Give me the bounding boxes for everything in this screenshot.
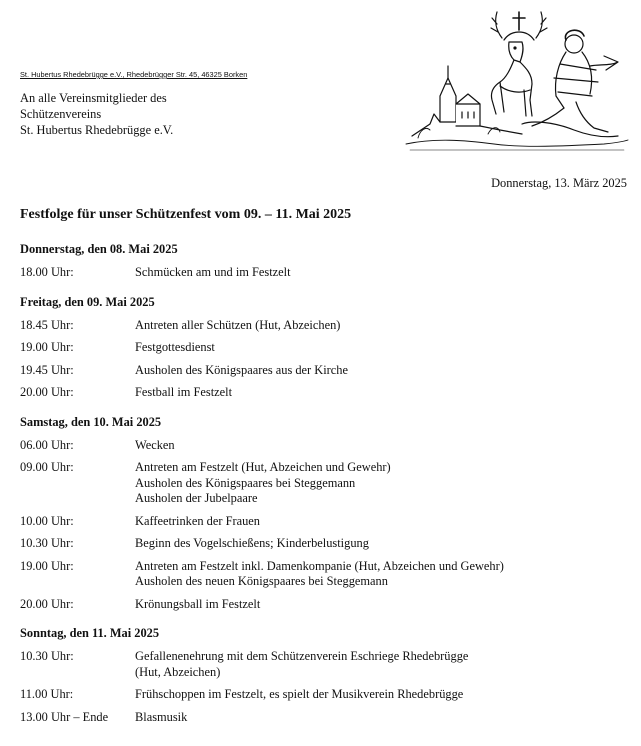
recipient-line: St. Hubertus Rhedebrügge e.V. <box>20 123 174 137</box>
letter-date: Donnerstag, 13. März 2025 <box>491 176 627 190</box>
schedule-time: 11.00 Uhr: <box>20 687 74 701</box>
schedule-time: 06.00 Uhr: <box>20 437 74 452</box>
schedule-time: 19.00 Uhr: <box>20 558 74 573</box>
festival-program <box>20 240 635 725</box>
schedule-time: 13.00 Uhr – Ende <box>20 709 109 724</box>
schedule-description: Ausholen der Jubelpaare <box>135 491 258 505</box>
schedule-description: Ausholen des neuen Königspaares bei Steggemann <box>135 574 388 588</box>
schedule-item <box>20 514 635 530</box>
schedule-description: Krönungsball im Festzelt <box>135 596 261 611</box>
schedule-description: Frühschoppen im Festzelt, es spielt der Musikverein Rhedebrügge <box>135 687 464 701</box>
recipient-line: Schützenvereins <box>20 107 102 121</box>
schedule-time: 10.30 Uhr: <box>20 536 74 550</box>
st-hubertus-logo-icon <box>404 4 630 154</box>
document-title: Festfolge für unser Schützenfest vom 09. – 11. Mai 2025 <box>20 207 352 222</box>
schedule-time: 10.30 Uhr: <box>20 649 74 663</box>
schedule-description: Festball im Festzelt <box>135 385 233 399</box>
schedule-item <box>20 559 635 590</box>
schedule-description: (Hut, Abzeichen) <box>135 664 221 679</box>
schedule-item <box>20 363 635 379</box>
schedule-item <box>20 385 635 401</box>
schedule-description: Antreten am Festzelt (Hut, Abzeichen und Gewehr) <box>135 460 391 474</box>
schedule-time: 18.45 Uhr: <box>20 317 74 332</box>
schedule-time: 20.00 Uhr: <box>20 596 74 611</box>
schedule-item <box>20 536 635 552</box>
day-heading: Freitag, den 09. Mai 2025 <box>20 294 155 309</box>
day-heading: Donnerstag, den 08. Mai 2025 <box>20 242 178 256</box>
recipient-line: An alle Vereinsmitglieder des <box>20 91 167 105</box>
schedule-description: Ausholen des Königspaares aus der Kirche <box>135 362 348 377</box>
schedule-description: Antreten am Festzelt inkl. Damenkompanie (Hut, Abzeichen und Gewehr) <box>135 558 504 573</box>
recipient-address <box>20 90 173 138</box>
sender-address-line: St. Hubertus Rhedebrügge e.V., Rhedebrügger Str. 45, 46325 Borken <box>20 70 248 79</box>
schedule-time: 19.45 Uhr: <box>20 362 74 377</box>
day-heading: Sonntag, den 11. Mai 2025 <box>20 626 160 640</box>
schedule-item <box>20 597 635 613</box>
schedule-item <box>20 649 635 680</box>
schedule-time: 10.00 Uhr: <box>20 513 74 528</box>
schedule-description: Festgottesdienst <box>135 340 215 354</box>
schedule-description: Beginn des Vogelschießens; Kinderbelustigung <box>135 536 369 550</box>
schedule-description: Ausholen des Königspaares bei Steggemann <box>135 475 356 490</box>
schedule-description: Kaffeetrinken der Frauen <box>135 513 260 528</box>
schedule-item <box>20 265 635 281</box>
schedule-item <box>20 460 635 507</box>
schedule-item <box>20 687 635 703</box>
schedule-description: Schmücken am und im Festzelt <box>135 265 291 279</box>
schedule-item <box>20 438 635 454</box>
schedule-description: Blasmusik <box>135 709 188 724</box>
schedule-description: Antreten aller Schützen (Hut, Abzeichen) <box>135 317 341 332</box>
schedule-item <box>20 340 635 356</box>
day-heading: Samstag, den 10. Mai 2025 <box>20 414 162 429</box>
schedule-item <box>20 318 635 334</box>
schedule-item <box>20 710 635 726</box>
schedule-time: 20.00 Uhr: <box>20 385 74 399</box>
schedule-description: Gefallenenehrung mit dem Schützenverein Eschriege Rhedebrügge <box>135 649 469 663</box>
schedule-time: 09.00 Uhr: <box>20 460 74 474</box>
schedule-description: Wecken <box>135 437 175 452</box>
schedule-time: 18.00 Uhr: <box>20 265 74 279</box>
schedule-time: 19.00 Uhr: <box>20 340 74 354</box>
